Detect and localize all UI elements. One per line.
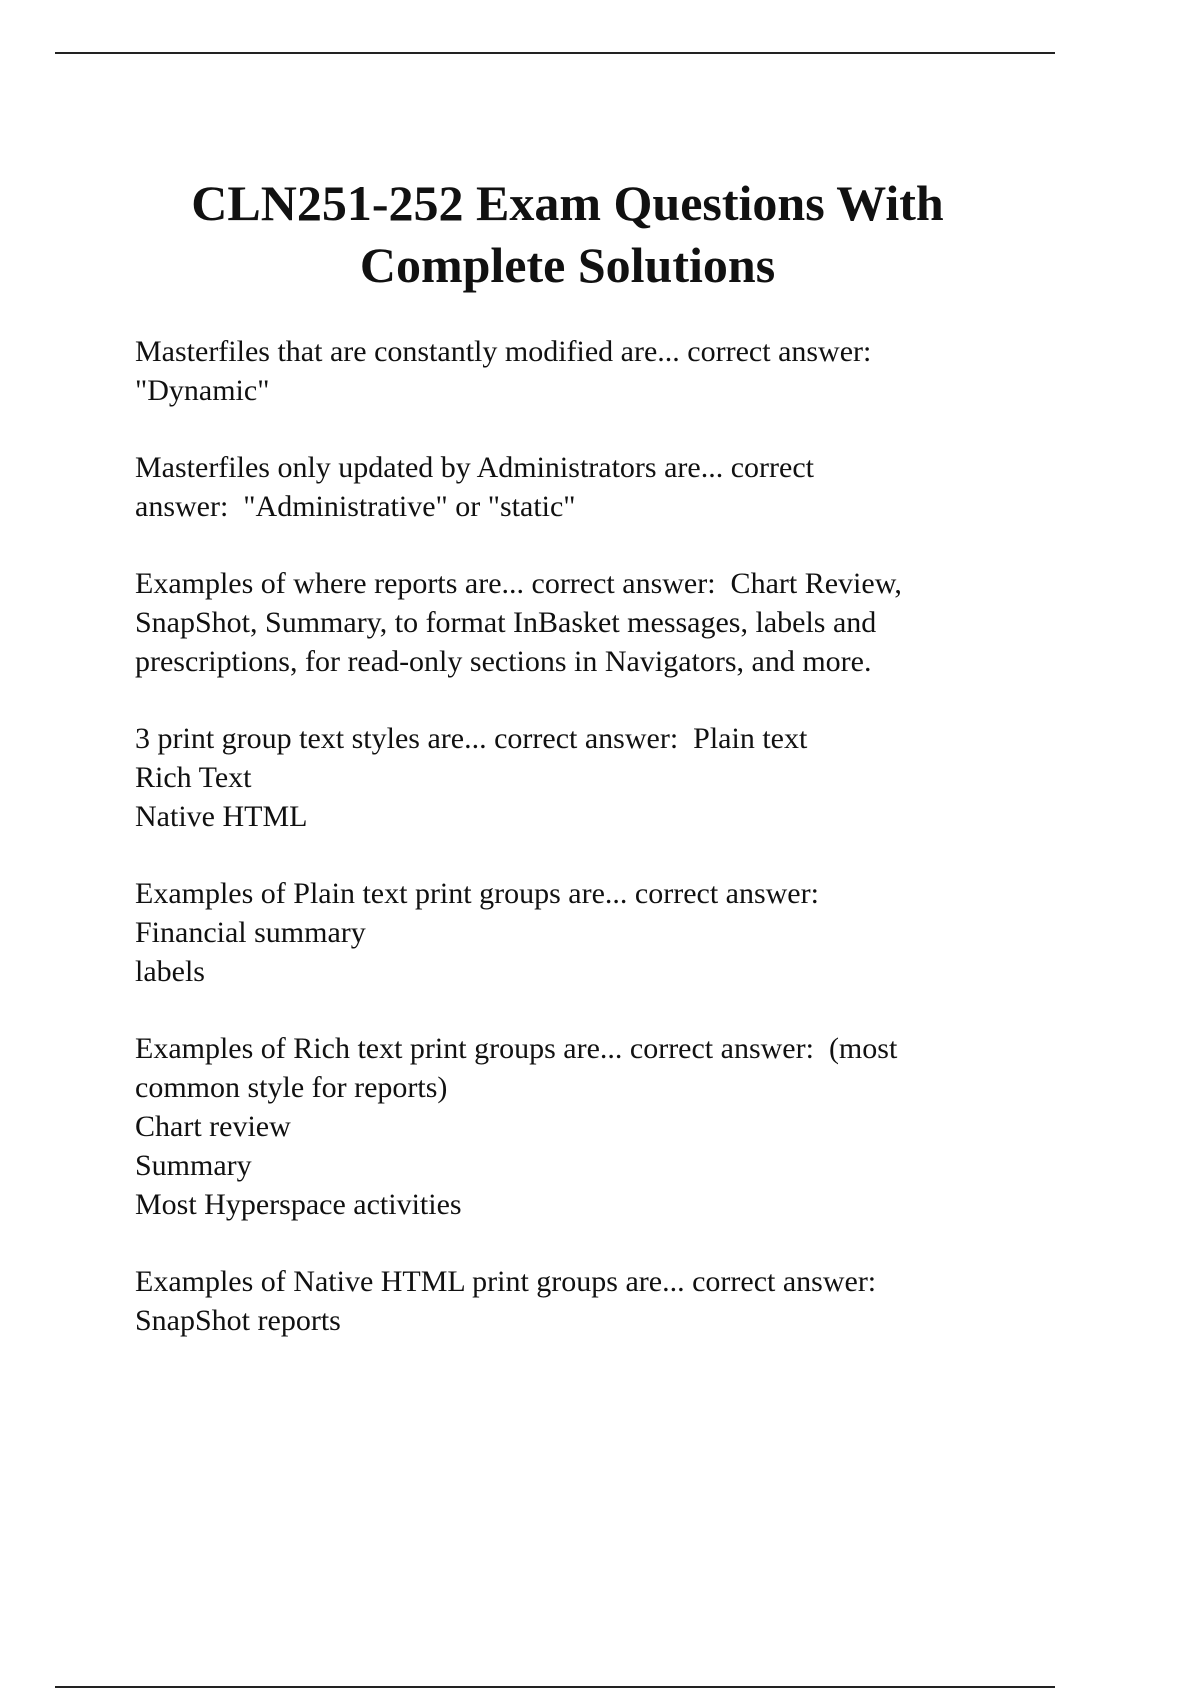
title-line-2: Complete Solutions [359,237,776,293]
question-answer-item: Examples of Native HTML print groups are... correct answer: SnapShot reports [135,1265,877,1337]
question-answer-item: Examples of Plain text print groups are... correct answer: Financial summary labels [135,877,819,988]
question-answer-item: Examples of where reports are... correct answer: Chart Review, SnapShot, Summary, to format InBasket messages, labels and prescriptions, for read-only sections in Navigators, and more. [135,567,902,678]
footer-rule [55,1686,1055,1688]
document-title [0,172,1135,296]
question-answer-item: Examples of Rich text print groups are... correct answer: (most common style for reports) Chart review Summary Most Hyperspace activities [135,1032,898,1221]
title-line-1: CLN251-252 Exam Questions With [191,175,944,231]
header-rule [55,52,1055,54]
question-list [135,332,1035,1378]
question-answer-item: Masterfiles that are constantly modified are... correct answer: "Dynamic" [135,335,872,407]
question-answer-item: Masterfiles only updated by Administrators are... correct answer: "Administrative" or "static" [135,451,814,523]
question-answer-item: 3 print group text styles are... correct answer: Plain text Rich Text Native HTML [135,722,808,833]
